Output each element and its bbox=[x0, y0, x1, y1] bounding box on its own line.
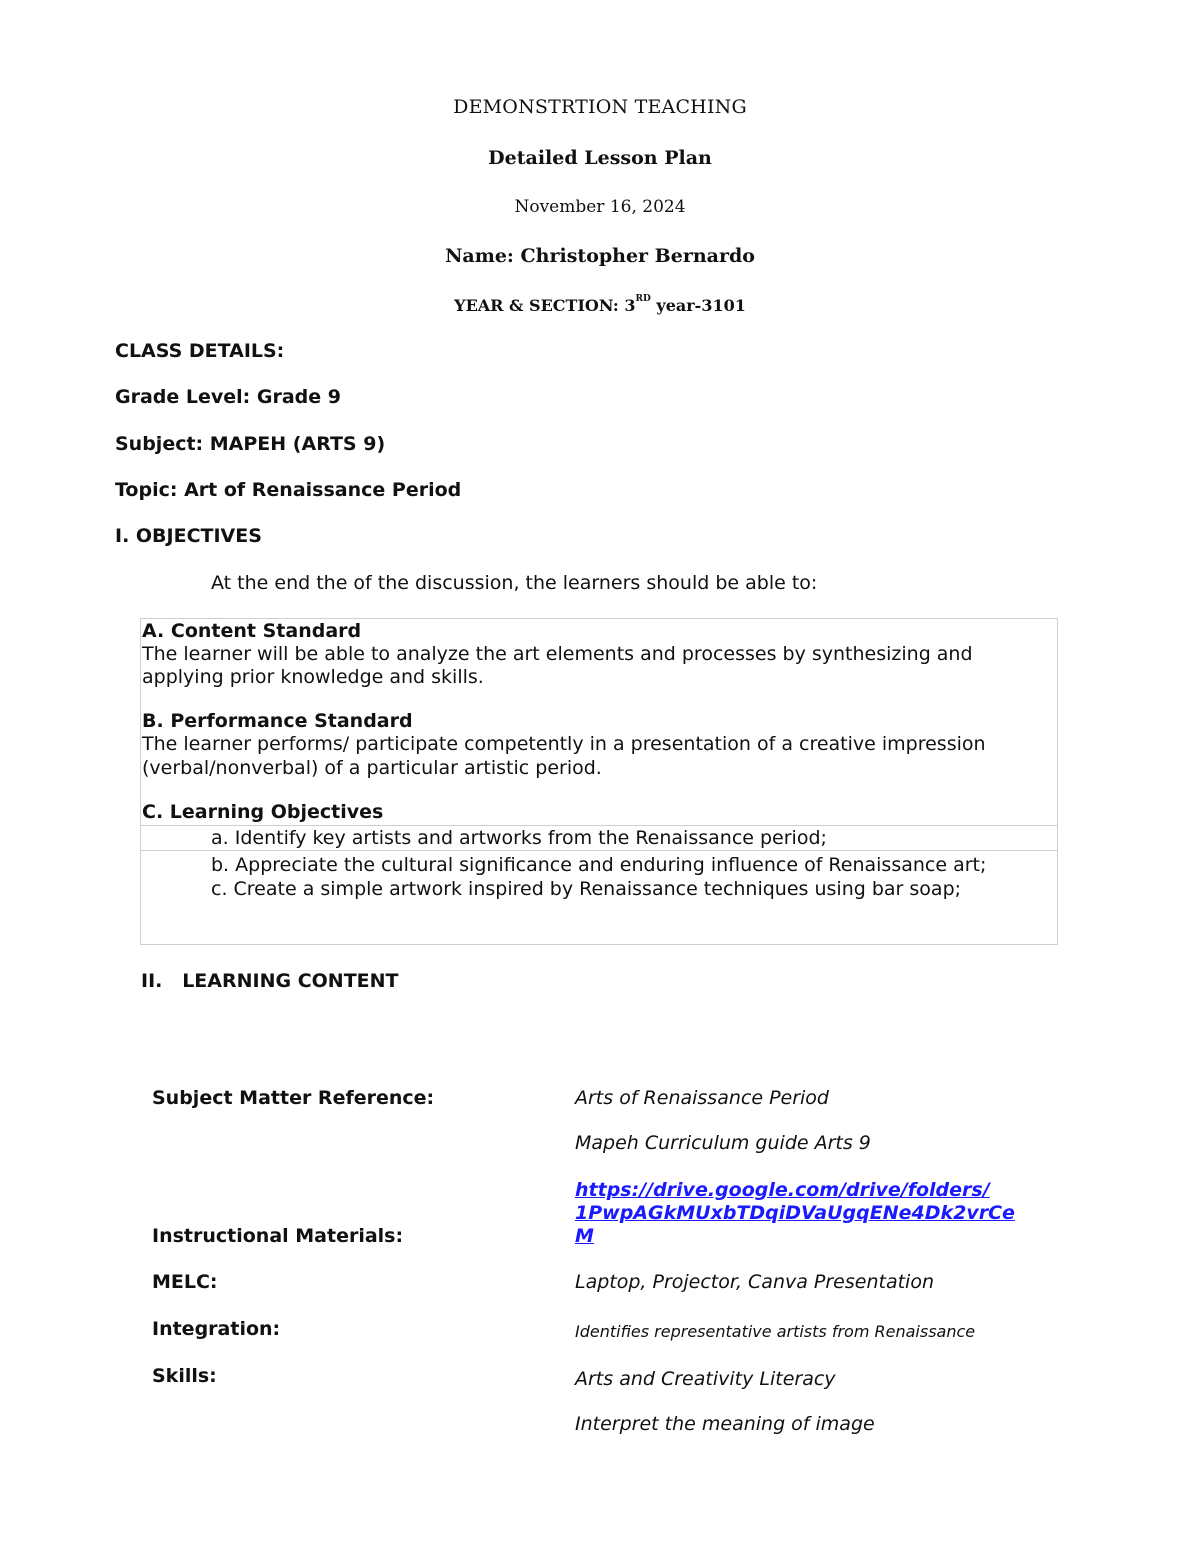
subject: Subject: MAPEH (ARTS 9) bbox=[115, 433, 386, 455]
integration-value: Identifies representative artists from Renaissance bbox=[575, 1322, 976, 1341]
document-title: DEMONSTRTION TEACHING bbox=[453, 96, 747, 118]
drive-link-line-1[interactable]: https://drive.google.com/drive/folders/ bbox=[575, 1179, 990, 1201]
drive-link-line-2[interactable]: 1PwpAGkMUxbTDqiDVaUgqENe4Dk2vrCe bbox=[575, 1202, 1015, 1224]
content-standard-label: A. Content Standard bbox=[142, 620, 362, 642]
materials-value: Laptop, Projector, Canva Presentation bbox=[575, 1271, 934, 1293]
content-standard-line-2: applying prior knowledge and skills. bbox=[142, 666, 484, 688]
document-subtitle: Detailed Lesson Plan bbox=[488, 147, 712, 169]
year-section-prefix: YEAR & SECTION: 3 bbox=[454, 296, 636, 315]
learning-content-heading: II. LEARNING CONTENT bbox=[141, 970, 399, 992]
topic: Topic: Art of Renaissance Period bbox=[115, 479, 462, 501]
row-divider bbox=[140, 850, 1058, 851]
materials-label: Instructional Materials: bbox=[152, 1225, 404, 1247]
class-details-heading: CLASS DETAILS: bbox=[115, 340, 285, 362]
objective-item-b: b. Appreciate the cultural significance and enduring influence of Renaissance art; bbox=[211, 854, 987, 876]
year-section-suffix: year-3101 bbox=[650, 296, 746, 315]
grade-level: Grade Level: Grade 9 bbox=[115, 386, 341, 408]
lesson-date: November 16, 2024 bbox=[514, 197, 686, 217]
integration-label: Integration: bbox=[152, 1318, 281, 1340]
performance-standard-line-1: The learner performs/ participate competently in a presentation of a creative impression bbox=[142, 733, 986, 755]
drive-link-line-3[interactable]: M bbox=[575, 1225, 594, 1247]
reference-label: Subject Matter Reference: bbox=[152, 1087, 435, 1109]
skills-label: Skills: bbox=[152, 1365, 217, 1387]
melc-label: MELC: bbox=[152, 1271, 218, 1293]
row-divider bbox=[140, 825, 1058, 826]
teacher-name: Name: Christopher Bernardo bbox=[445, 245, 755, 267]
skills-value-2: Interpret the meaning of image bbox=[575, 1413, 875, 1435]
year-section-ordinal: RD bbox=[635, 294, 651, 304]
objectives-intro: At the end the of the discussion, the learners should be able to: bbox=[211, 572, 818, 594]
objective-item-c: c. Create a simple artwork inspired by Renaissance techniques using bar soap; bbox=[211, 878, 962, 900]
year-section bbox=[0, 296, 1200, 315]
reference-value-2: Mapeh Curriculum guide Arts 9 bbox=[575, 1132, 871, 1154]
performance-standard-label: B. Performance Standard bbox=[142, 710, 413, 732]
learning-objectives-label: C. Learning Objectives bbox=[142, 801, 384, 823]
objective-item-a: a. Identify key artists and artworks from the Renaissance period; bbox=[211, 827, 827, 849]
skills-value-1: Arts and Creativity Literacy bbox=[575, 1368, 836, 1390]
content-standard-line-1: The learner will be able to analyze the art elements and processes by synthesizing and bbox=[142, 643, 973, 665]
performance-standard-line-2: (verbal/nonverbal) of a particular artistic period. bbox=[142, 757, 602, 779]
reference-value-1: Arts of Renaissance Period bbox=[575, 1087, 829, 1109]
objectives-heading: I. OBJECTIVES bbox=[115, 525, 262, 547]
